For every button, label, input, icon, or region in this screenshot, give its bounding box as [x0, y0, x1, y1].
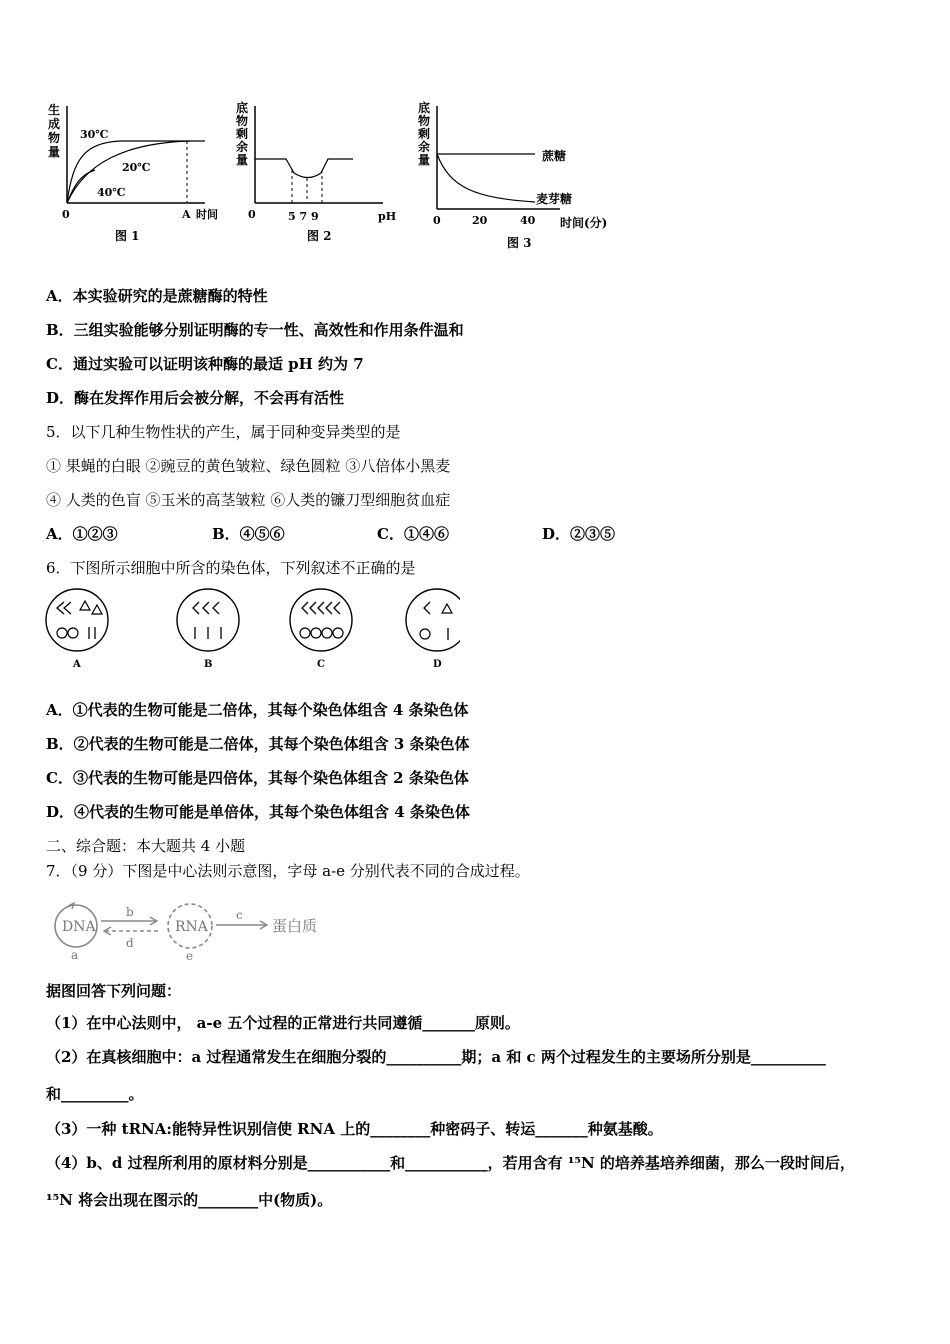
fig2-ylabel-0: 底: [236, 101, 249, 115]
fig3-tick-20: 20: [472, 214, 488, 227]
fig3-ylabel-4: 量: [418, 153, 431, 167]
q5-stem: 5．以下几种生物性状的产生，属于同种变异类型的是: [46, 423, 401, 441]
fig3-label-maltose: 麦芽糖: [536, 192, 573, 206]
fig1-label-40: 40℃: [97, 186, 126, 199]
q5-line-1: ① 果蝇的白眼 ②豌豆的黄色皱粒、绿色圆粒 ③八倍体小黑麦: [46, 457, 451, 475]
process-d-label: d: [126, 936, 134, 950]
fig2-ylabel-4: 量: [236, 153, 249, 167]
fig1-label-30: 30℃: [80, 128, 109, 141]
q5-line-2: ④ 人类的色盲 ⑤玉米的高茎皱粒 ⑥人类的镰刀型细胞贫血症: [46, 491, 451, 509]
fig1-caption: 图 1: [115, 229, 140, 243]
section-2-heading: 二、综合题：本大题共 4 小题: [46, 837, 246, 855]
cell-d: [406, 589, 460, 670]
fig2-ylabel-2: 剩: [236, 127, 249, 141]
q6-stem: 6．下图所示细胞中所含的染色体，下列叙述不正确的是: [46, 559, 416, 577]
fig3-ylabel-3: 余: [418, 140, 431, 154]
fig1-xlabel: 时间: [196, 208, 218, 221]
fig3-tick-0: 0: [433, 214, 441, 227]
fig1-label-20: 20℃: [122, 161, 151, 174]
q6-option-b: B．②代表的生物可能是二倍体，其每个染色体组含 3 条染色体: [46, 735, 470, 753]
fig1-ylabel-3: 量: [48, 145, 61, 159]
cell-a: [46, 589, 108, 670]
q7-part-1: （1）在中心法则中， a-e 五个过程的正常进行共同遵循_______原则。: [46, 1014, 520, 1032]
protein-label: 蛋白质: [272, 917, 318, 935]
q7-part-4a: （4）b、d 过程所利用的原材料分别是___________和___________，若用含有 ¹⁵N 的培养基培养细菌，那么一段时间后，: [46, 1154, 855, 1172]
q6-cell-diagram: [40, 586, 460, 676]
figure-2: [228, 98, 408, 248]
fig1-ylabel-1: 成: [48, 117, 61, 131]
fig2-origin: 0: [248, 208, 256, 221]
q5-option-c: C．①④⑥: [377, 525, 449, 543]
fig1-origin: 0: [62, 208, 70, 221]
cell-label-b: B: [204, 659, 213, 670]
q6-option-a: A．①代表的生物可能是二倍体，其每个染色体组含 4 条染色体: [46, 701, 469, 719]
fig1-curve-40: [67, 170, 95, 203]
q7-part-2a: （2）在真核细胞中：a 过程通常发生在细胞分裂的__________期；a 和 c 两个过程发生的主要场所分别是__________: [46, 1048, 826, 1066]
q4-option-d: D．酶在发挥作用后会被分解，不会再有活性: [46, 389, 345, 407]
fig3-label-sucrose: 蔗糖: [542, 149, 567, 163]
fig1-xmark: A: [182, 208, 191, 221]
dna-label: DNA: [62, 919, 96, 935]
q5-option-a: A．①②③: [46, 525, 118, 543]
cell-label-d: D: [433, 659, 442, 670]
fig3-ylabel-2: 剩: [418, 127, 431, 141]
q4-option-b: B．三组实验能够分别证明酶的专一性、高效性和作用条件温和: [46, 321, 464, 339]
cell-label-a: A: [73, 659, 81, 670]
cell-label-c: C: [317, 659, 325, 670]
fig3-series-maltose: [437, 154, 535, 202]
cell-b: [177, 589, 239, 670]
central-dogma-diagram: [46, 892, 346, 964]
q7-stem: 7．（9 分）下图是中心法则示意图，字母 a-e 分别代表不同的合成过程。: [46, 862, 530, 880]
q7-part-3: （3）一种 tRNA:能特异性识别信使 RNA 上的________种密码子、转运_______种氨基酸。: [46, 1120, 663, 1138]
q5-option-d: D．②③⑤: [542, 525, 616, 543]
fig2-curve: [255, 159, 353, 178]
q5-option-b: B．④⑤⑥: [212, 525, 285, 543]
figure-3: [410, 98, 630, 253]
process-a-label: a: [71, 948, 79, 962]
q7-part-4b: ¹⁵N 将会出现在图示的________中(物质)。: [46, 1191, 333, 1209]
fig2-xlabel: pH: [378, 210, 397, 223]
process-c-label: c: [236, 908, 243, 922]
q6-option-c: C．③代表的生物可能是四倍体，其每个染色体组含 2 条染色体: [46, 769, 469, 787]
rna-label: RNA: [175, 919, 208, 935]
fig3-xlabel: 时间(分): [560, 216, 608, 230]
fig2-ylabel-1: 物: [236, 114, 249, 128]
q7-intro: 据图回答下列问题：: [46, 982, 182, 1000]
fig3-tick-40: 40: [520, 214, 536, 227]
figure-1: [40, 98, 240, 248]
cell-c: [290, 589, 352, 670]
q7-part-2b: 和_________。: [46, 1085, 144, 1103]
fig1-ylabel-2: 物: [48, 131, 61, 145]
fig2-caption: 图 2: [307, 229, 332, 243]
fig3-ylabel-0: 底: [418, 101, 431, 115]
q4-option-a: A．本实验研究的是蔗糖酶的特性: [46, 287, 268, 305]
fig2-ticks: 5 7 9: [288, 210, 319, 223]
q4-option-c: C．通过实验可以证明该种酶的最适 pH 约为 7: [46, 355, 364, 373]
process-e-label: e: [186, 949, 194, 963]
fig3-caption: 图 3: [507, 236, 532, 250]
q6-option-d: D．④代表的生物可能是单倍体，其每个染色体组含 4 条染色体: [46, 803, 470, 821]
process-b-label: b: [126, 905, 134, 919]
fig3-ylabel-1: 物: [418, 114, 431, 128]
fig2-ylabel-3: 余: [236, 140, 249, 154]
fig1-ylabel-0: 生: [48, 103, 61, 117]
